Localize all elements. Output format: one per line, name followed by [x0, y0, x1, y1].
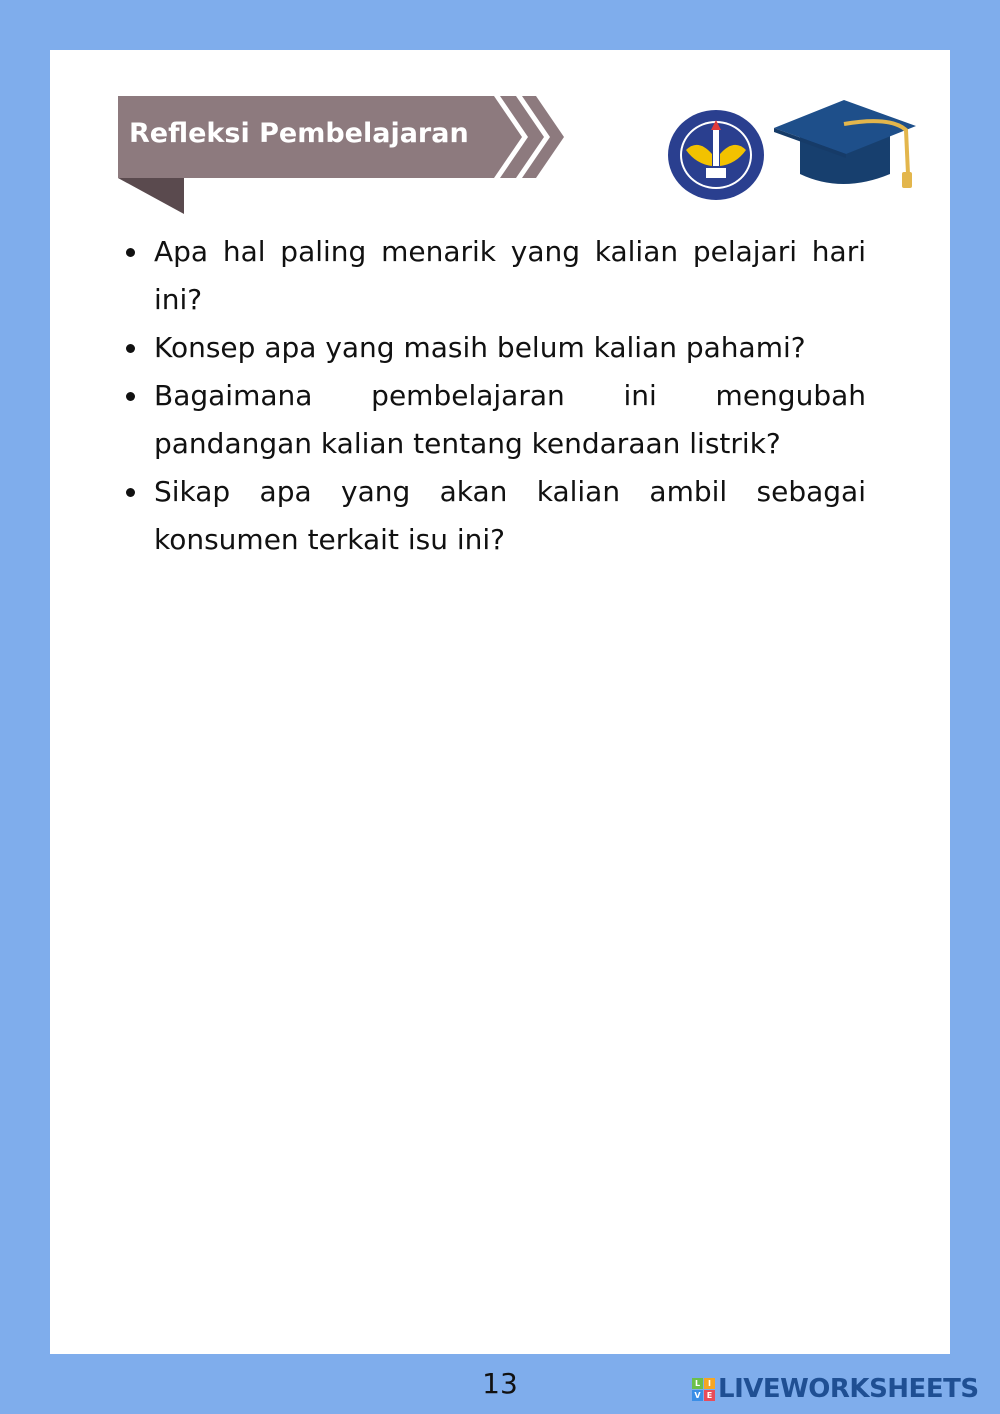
- bullet-icon: [126, 344, 135, 353]
- reflection-question-list: [154, 228, 866, 564]
- list-item: [154, 372, 866, 468]
- title-banner: [116, 96, 566, 216]
- liveworksheets-watermark: [692, 1372, 979, 1406]
- university-logo: [666, 108, 766, 202]
- watermark-text: LIVEWORKSHEETS: [718, 1374, 979, 1404]
- question-text: Konsep apa yang masih belum kalian pahami?: [154, 331, 806, 364]
- bullet-icon: [126, 248, 135, 257]
- banner-fold: [118, 178, 184, 214]
- liveworksheets-logo-icon: L I V E: [692, 1378, 715, 1401]
- list-item: [154, 468, 866, 564]
- bullet-icon: [126, 392, 135, 401]
- worksheet-page: [50, 50, 950, 1354]
- page-title: Refleksi Pembelajaran: [129, 118, 469, 149]
- list-item: [154, 228, 866, 324]
- page-number: 13: [482, 1367, 518, 1400]
- bullet-icon: [126, 488, 135, 497]
- graduation-cap-icon: [770, 96, 920, 196]
- question-text: Apa hal paling menarik yang kalian pelajari hari ini?: [154, 235, 866, 316]
- question-text: Sikap apa yang akan kalian ambil sebagai konsumen terkait isu ini?: [154, 475, 866, 556]
- list-item: [154, 324, 866, 372]
- question-text: Bagaimana pembelajaran ini mengubah pandangan kalian tentang kendaraan listrik?: [154, 379, 866, 460]
